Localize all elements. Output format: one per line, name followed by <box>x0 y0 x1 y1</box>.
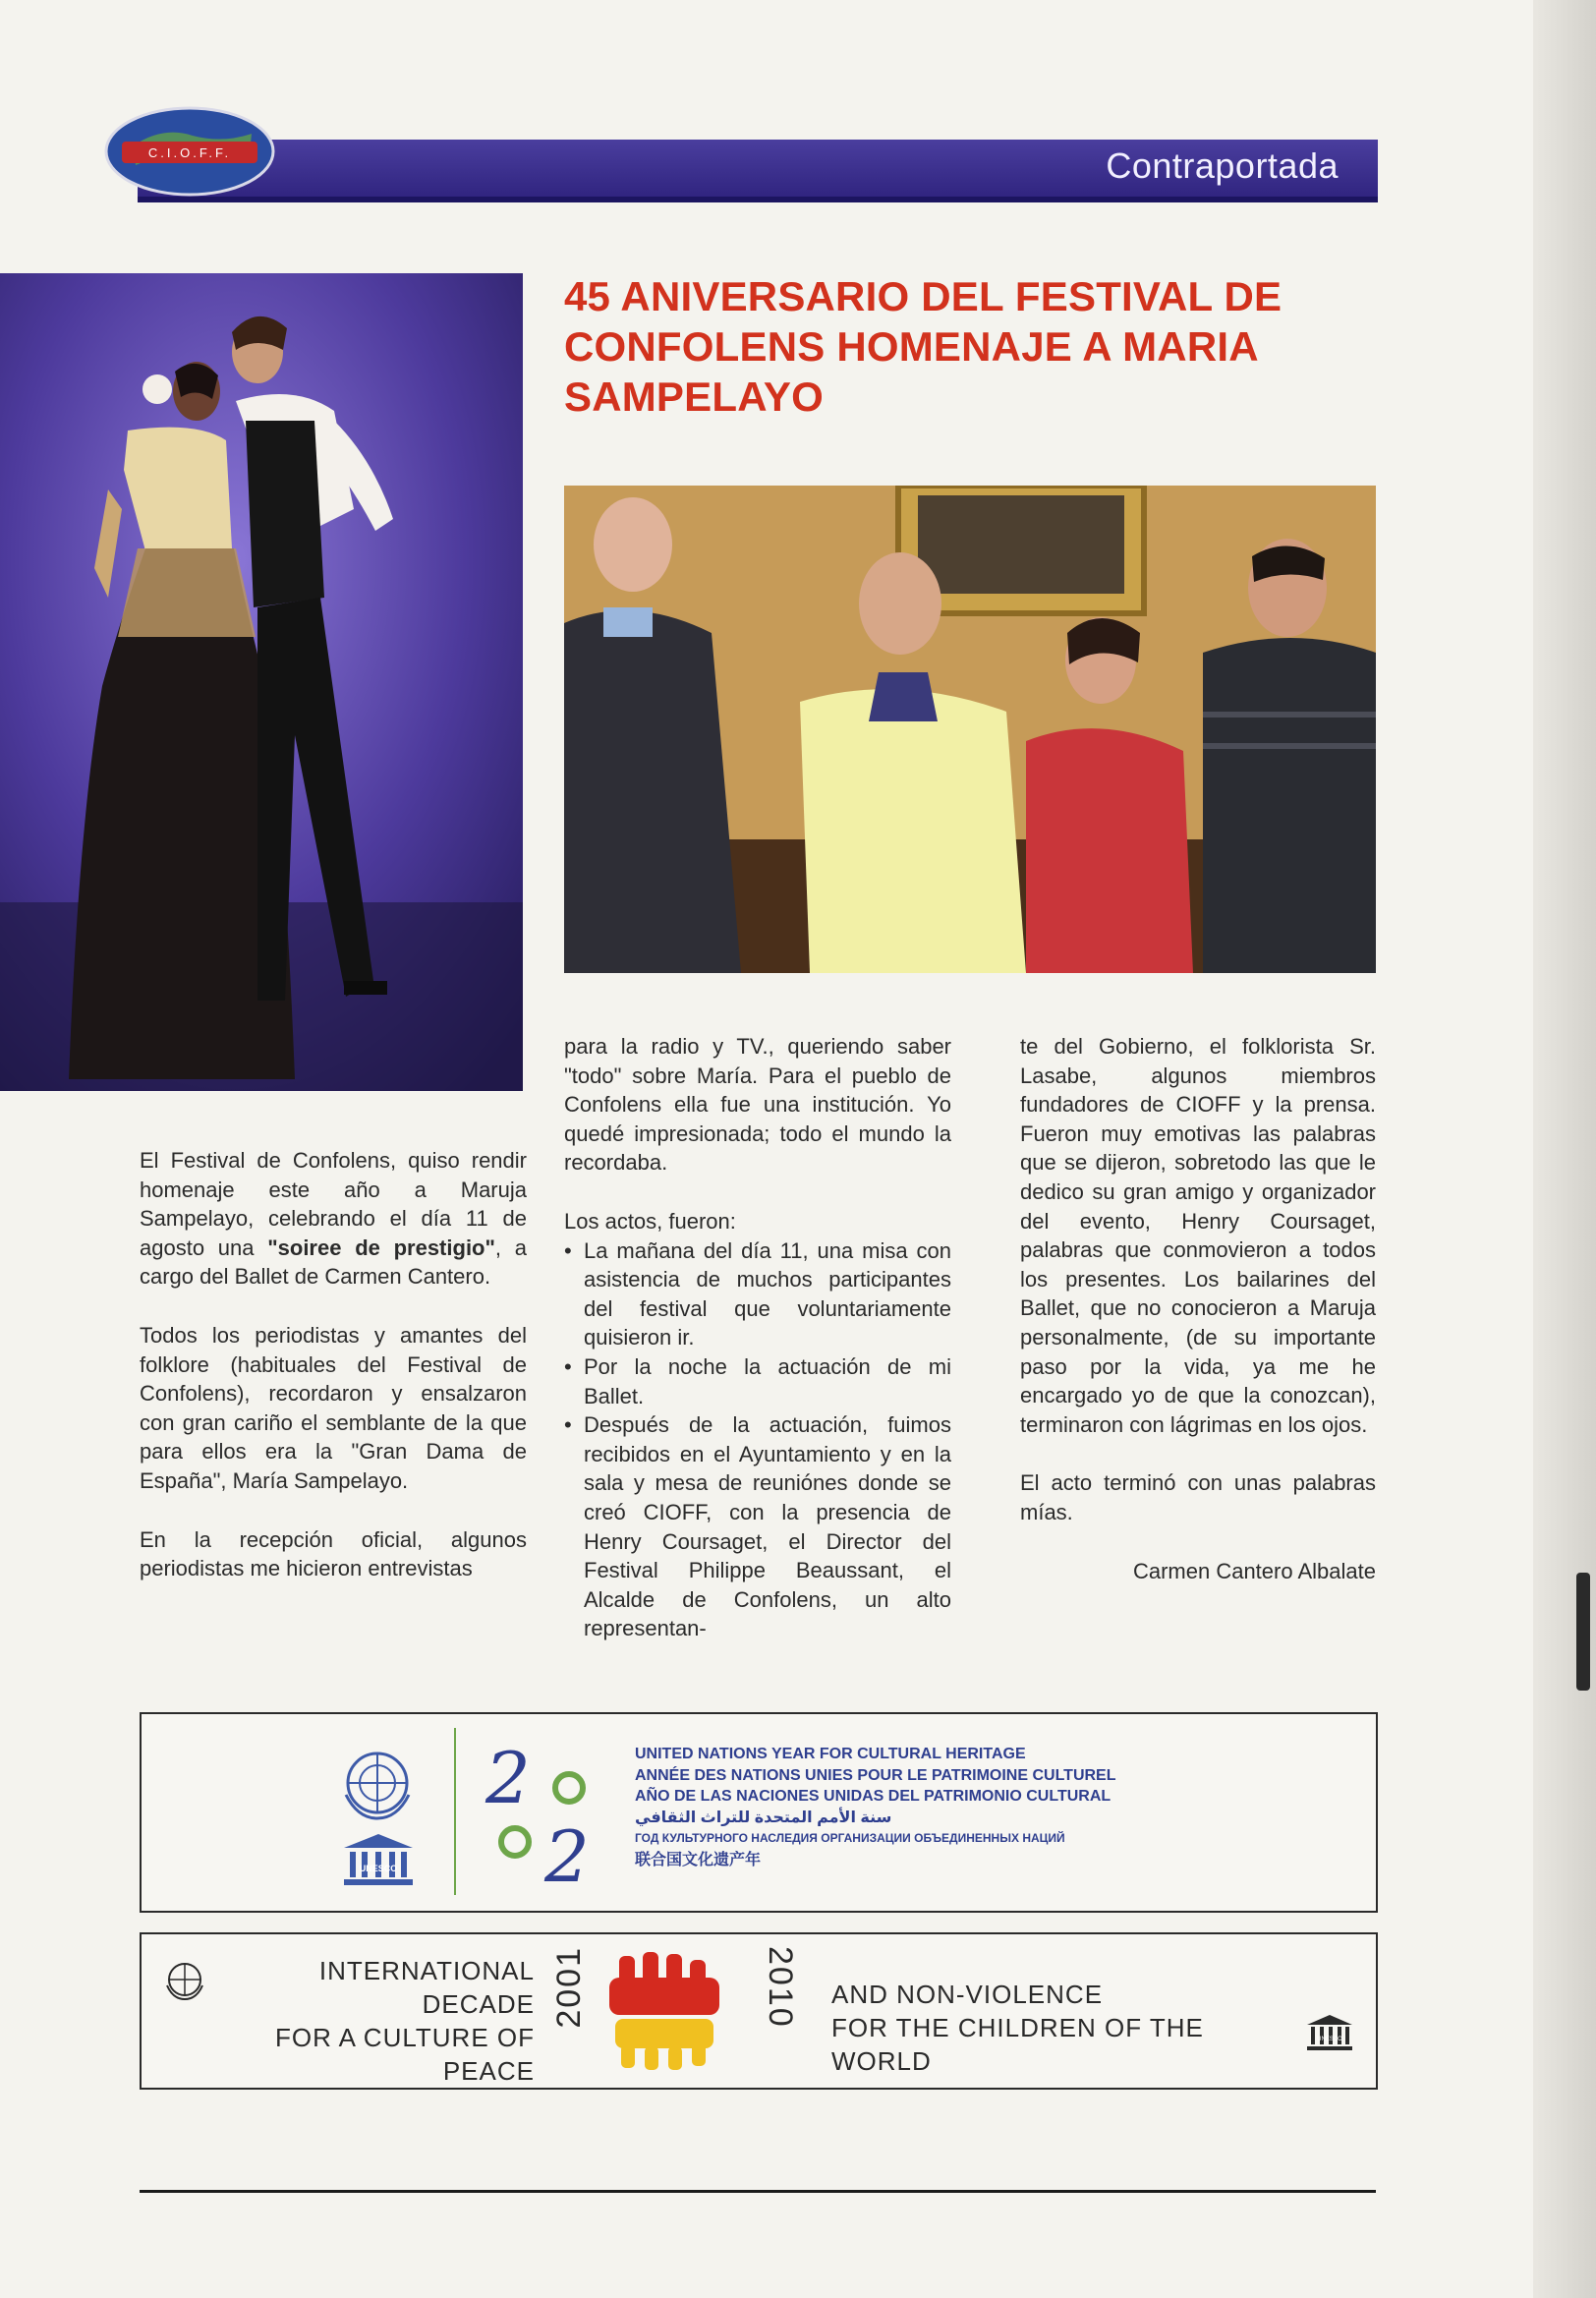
paragraph: El Festival de Confolens, quiso rendir homenaje este año a Maruja Sampelayo, celebrando el día 11 de agosto una "soiree de prestigio", a cargo del Ballet de Carmen Cantero. <box>140 1148 527 1290</box>
paragraph: El acto terminó con unas palabras mías. <box>1020 1470 1376 1524</box>
paragraph: Todos los periodistas y amantes del folklore (habituales del Festival de Confolens), recordaron y ensalzaron con gran cariño el semblante de la que para ellos era la "Gran Dama de España", María Sampelayo. <box>140 1322 527 1493</box>
article-column-2 <box>564 1032 951 1643</box>
article-column-3 <box>1020 1032 1376 1585</box>
list-item: • Después de la actuación, fuimos recibidos en el Ayuntamiento y en la sala y mesa de reuniónes donde se creó CIOFF, con la presencia de Henry Coursaget, el Director del Festival Philippe Beaussant, el Alcalde de Confolens, un alto representan- <box>564 1410 951 1643</box>
paragraph: para la radio y TV., queriendo saber "todo" sobre María. Para el pueblo de Confolens ella fue una institución. Yo quedé impresionada; todo el mundo la recordaba. <box>564 1034 951 1176</box>
decade-title-right: AND NON-VIOLENCE FOR THE CHILDREN OF THE WORLD <box>831 1980 1204 2076</box>
heritage-line-ar: سنة الأمم المتحدة للتراث الثقافي <box>635 1809 892 1826</box>
heritage-line-zh: 联合国文化遗产年 <box>635 1851 762 1868</box>
year-end: 2010 <box>762 1946 799 2029</box>
divider <box>454 1728 456 1895</box>
decade-title-left: INTERNATIONAL DECADE FOR A CULTURE OF PEACE <box>275 1956 535 2086</box>
year-digit: 2 <box>544 1815 590 1898</box>
page-shadow <box>1533 0 1596 2298</box>
un-emblem-icon <box>338 1744 417 1822</box>
heritage-line-en: UNITED NATIONS YEAR FOR CULTURAL HERITAGE <box>635 1746 1026 1762</box>
author-signature: Carmen Cantero Albalate <box>1132 1558 1376 1583</box>
cioff-logo <box>104 106 275 197</box>
paragraph: En la recepción oficial, algunos periodistas me hicieron entrevistas <box>140 1526 527 1581</box>
dancers-photo <box>0 273 523 1091</box>
section-title: Contraportada <box>1106 145 1339 186</box>
article-headline: 45 ANIVERSARIO DEL FESTIVAL DE CONFOLENS HOMENAJE A MARIA SAMPELAYO <box>564 273 1282 420</box>
list-item: • La mañana del día 11, una misa con asistencia de muchos participantes del festival que voluntariamente quisieron ir. <box>564 1236 951 1352</box>
year-start: 2001 <box>550 1946 588 2029</box>
logo-text: C.I.O.F.F. <box>147 145 232 160</box>
svg-text:2002: 2002 <box>547 1899 551 1900</box>
peace-hands-logo <box>596 1948 733 2072</box>
heritage-text-block <box>635 1744 1323 1870</box>
heritage-banner <box>140 1712 1378 1913</box>
header-underline <box>138 197 1378 202</box>
group-photo <box>564 486 1376 973</box>
bottom-rule <box>140 2190 1376 2193</box>
unesco-temple-icon <box>340 1830 417 1889</box>
year-2002-logo <box>476 1734 623 1901</box>
list-item: • Por la noche la actuación de mi Ballet. <box>564 1352 951 1410</box>
events-list <box>564 1236 951 1643</box>
article-column-1 <box>140 1146 527 1583</box>
peace-decade-banner <box>140 1932 1378 2090</box>
svg-text:UNESCO: UNESCO <box>359 1864 398 1873</box>
heritage-line-ru: ГОД КУЛЬТУРНОГО НАСЛЕДИЯ ОРГАНИЗАЦИИ ОБЪЕДИНЕННЫХ НАЦИЙ <box>635 1831 1065 1845</box>
emphasis: "soiree de prestigio" <box>267 1235 495 1260</box>
binding-edge <box>1576 1573 1590 1691</box>
paragraph: te del Gobierno, el folklorista Sr. Lasabe, algunos miembros fundadores de CIOFF y la prensa. Fueron muy emotivas las palabras que se dijeron, sobretodo las que le dedico su gran amigo y organizador del evento, Henry Coursaget, palabras que conmovieron a todos los presentes. Los bailarines del Ballet, que no conocieron a Maruja personalmente, (de su importante paso por la vida, ya me he encargado yo de que la conozcan), terminaron con lágrimas en los ojos. <box>1020 1034 1376 1437</box>
heritage-line-es: AÑO DE LAS NACIONES UNIDAS DEL PATRIMONIO CULTURAL <box>635 1788 1112 1805</box>
list-intro: Los actos, fueron: <box>564 1208 736 1234</box>
svg-text:UNESCO: UNESCO <box>1317 2037 1342 2042</box>
heritage-line-fr: ANNÉE DES NATIONS UNIES POUR LE PATRIMOINE CULTUREL <box>635 1766 1116 1784</box>
un-emblem-icon <box>163 1958 206 2001</box>
unesco-temple-icon <box>1305 2013 1354 2052</box>
year-digit: 2 <box>485 1737 531 1819</box>
